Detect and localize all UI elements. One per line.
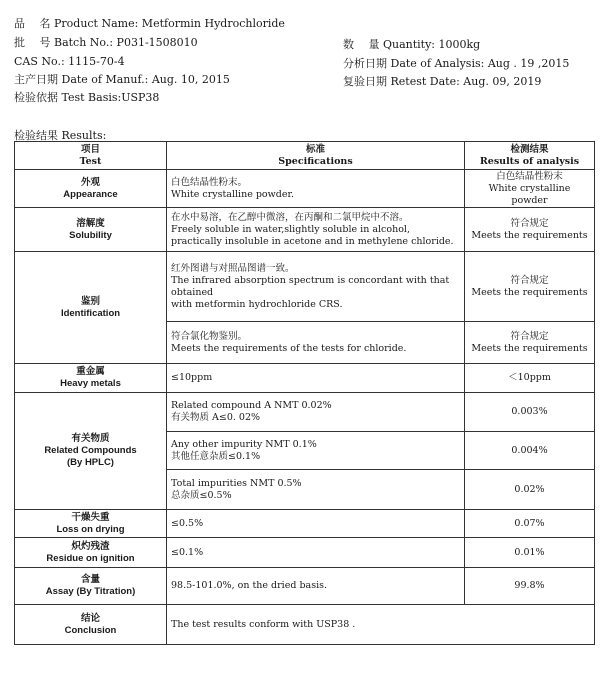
result-residue-on-ignition: 0.01%: [465, 538, 595, 568]
spec-conclusion: The test results conform with USP38 .: [167, 605, 595, 645]
spec-assay: 98.5-101.0%, on the dried basis.: [167, 568, 465, 605]
cas-no: CAS No.: 1115-70-4: [14, 55, 125, 68]
manufacture-date: 主产日期 Date of Manuf.: Aug. 10, 2015: [14, 73, 230, 86]
result-loss-on-drying: 0.07%: [465, 510, 595, 538]
spec-other-impurity: Any other impurity NMT 0.1% 其他任意杂质≤0.1%: [167, 432, 465, 470]
row-conclusion: [15, 605, 595, 645]
spec-identification-chloride: 符合氯化物鉴别。 Meets the requirements of the tests for chloride.: [167, 322, 465, 364]
row-heavy-metals: [15, 364, 595, 393]
result-identification-chloride: 符合规定 Meets the requirements: [465, 322, 595, 364]
row-loss-on-drying: [15, 510, 595, 538]
spec-appearance: 白色结晶性粉末。 White crystalline powder.: [167, 170, 465, 208]
header-specifications: 标准 Specifications: [167, 142, 465, 170]
result-other-impurity: 0.004%: [465, 432, 595, 470]
analysis-date: 分析日期 Date of Analysis: Aug . 19 ,2015: [343, 57, 570, 70]
test-loss-on-drying: 干燥失重 Loss on drying: [15, 510, 167, 538]
result-related-compound-a: 0.003%: [465, 393, 595, 432]
header-results: 检测结果 Results of analysis: [465, 142, 595, 170]
retest-date: 复验日期 Retest Date: Aug. 09, 2019: [343, 75, 542, 88]
result-total-impurities: 0.02%: [465, 470, 595, 510]
spec-solubility: 在水中易溶，在乙醇中微溶，在丙酮和二氯甲烷中不溶。 Freely soluble in water,slightly soluble in alcohol, practically insoluble in acetone and in methylene chloride.: [167, 208, 465, 252]
test-basis: 检验依据 Test Basis:USP38: [14, 91, 160, 104]
result-assay: 99.8%: [465, 568, 595, 605]
row-related-a: [15, 393, 595, 432]
product-name: 品 名 Product Name: Metformin Hydrochloride: [14, 17, 285, 30]
test-assay: 含量 Assay (By Titration): [15, 568, 167, 605]
row-residue-on-ignition: [15, 538, 595, 568]
test-appearance: 外观 Appearance: [15, 170, 167, 208]
row-assay: [15, 568, 595, 605]
test-conclusion: 结论 Conclusion: [15, 605, 167, 645]
row-identification-a: [15, 252, 595, 322]
result-solubility: 符合规定 Meets the requirements: [465, 208, 595, 252]
spec-identification-ir: 红外图谱与对照品图谱一致。 The infrared absorption spectrum is concordant with that obtained with metformin hydrochloride CRS.: [167, 252, 465, 322]
test-heavy-metals: 重金属 Heavy metals: [15, 364, 167, 393]
result-appearance: 白色结晶性粉末 White crystalline powder: [465, 170, 595, 208]
header-test: 项目 Test: [15, 142, 167, 170]
result-heavy-metals: ＜10ppm: [465, 364, 595, 393]
test-related-compounds: 有关物质 Related Compounds (By HPLC): [15, 393, 167, 510]
results-table: [14, 141, 595, 645]
table-header-row: [15, 142, 595, 170]
results-label: 检验结果 Results:: [14, 129, 107, 142]
spec-residue-on-ignition: ≤0.1%: [167, 538, 465, 568]
batch-no: 批 号 Batch No.: P031-1508010: [14, 36, 198, 49]
spec-related-compound-a: Related compound A NMT 0.02% 有关物质 A≤0. 02%: [167, 393, 465, 432]
test-solubility: 溶解度 Solubility: [15, 208, 167, 252]
row-appearance: [15, 170, 595, 208]
test-residue-on-ignition: 炽灼残渣 Residue on ignition: [15, 538, 167, 568]
spec-loss-on-drying: ≤0.5%: [167, 510, 465, 538]
test-identification: 鉴别 Identification: [15, 252, 167, 364]
row-solubility: [15, 208, 595, 252]
spec-heavy-metals: ≤10ppm: [167, 364, 465, 393]
result-identification-ir: 符合规定 Meets the requirements: [465, 252, 595, 322]
quantity: 数 量 Quantity: 1000kg: [343, 38, 481, 51]
spec-total-impurities: Total impurities NMT 0.5% 总杂质≤0.5%: [167, 470, 465, 510]
